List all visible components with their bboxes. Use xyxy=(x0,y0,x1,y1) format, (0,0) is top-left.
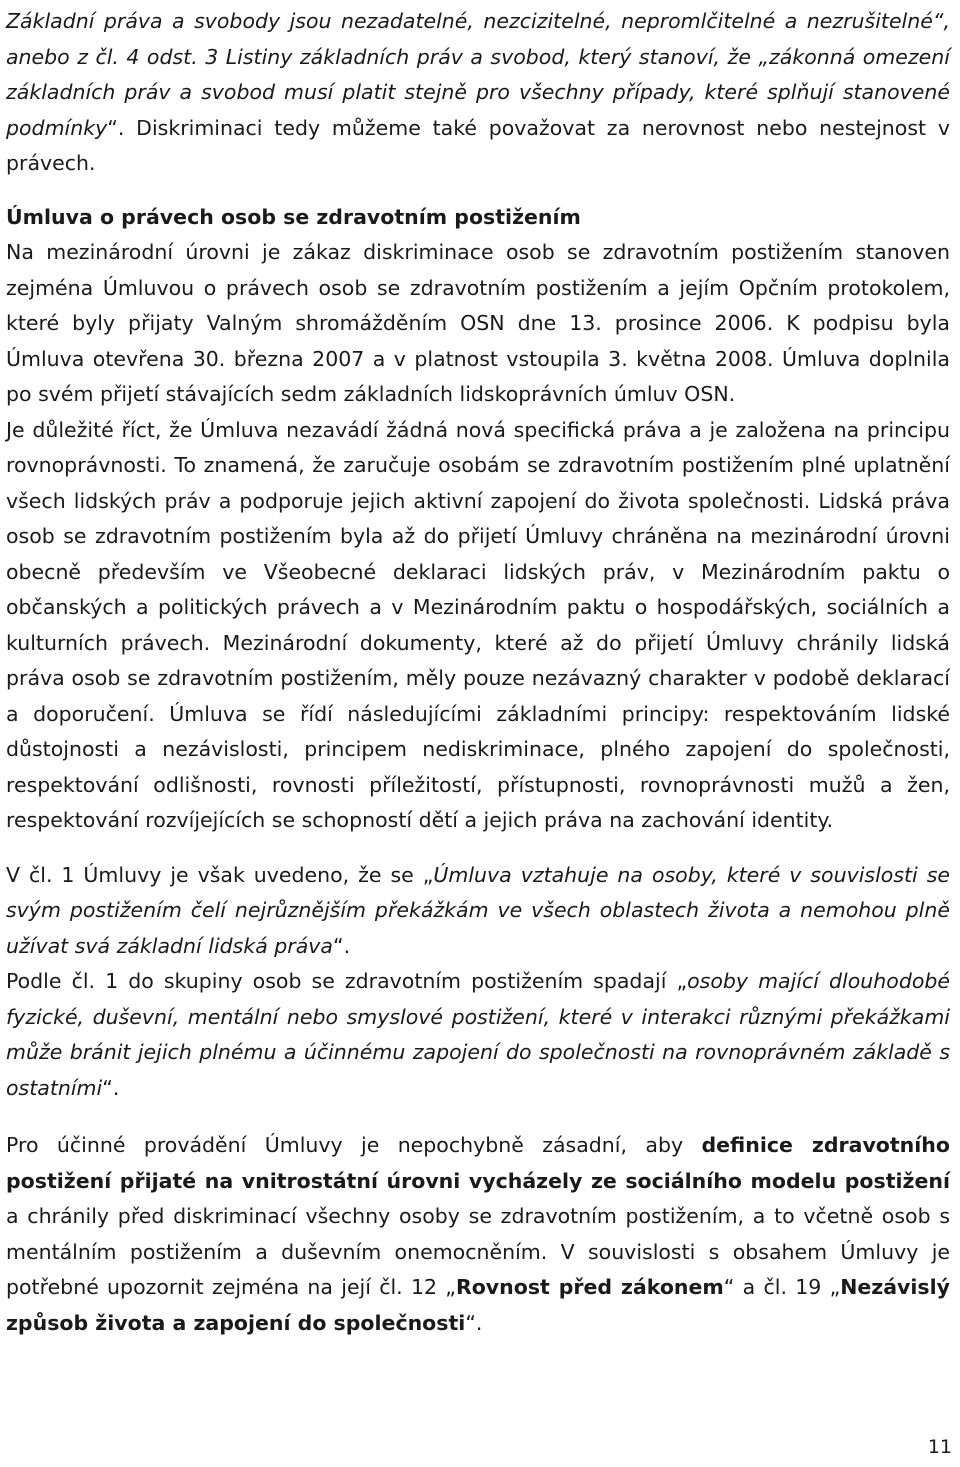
paragraph-convention-principles: Je důležité říct, že Úmluva nezavádí žádná nová specifická práva a je založena na principu rovnoprávnosti. To znamená, že zaručuje osobám se zdravotním postižením plné uplatnění všech lidských práv a podporuje jejich aktivní zapojení do života společnosti. Lidská práva osob se zdravotním postižením byla až do přijetí Úmluvy chráněna na mezinárodní úrovni obecně především ve Všeobecné deklaraci lidských práv, v Mezinárodním paktu o občanských a politických právech a v Mezinárodním paktu o hospodářských, sociálních a kulturních právech. Mezinárodní dokumenty, které až do přijetí Úmluvy chránily lidská práva osob se zdravotním postižením, měly pouze nezávazný charakter v podobě deklarací a doporučení. Úmluva se řídí následujícími základními principy: respektováním lidské důstojnosti a nezávislosti, principem nediskriminace, plného zapojení do společnosti, respektování odlišnosti, rovnosti příležitostí, přístupnosti, rovnoprávnosti mužů a žen, respektování rozvíjejících se schopností dětí a jejich práva na zachování identity. xyxy=(6,417,950,832)
article-1-quote: Úmluva vztahuje na osoby, které v souvislosti se svým postižením čelí nejrůznějším překážkám ve všech oblastech života a nemohou plně užívat svá základní lidská práva xyxy=(6,862,950,958)
implementation-lead: Pro účinné provádění Úmluvy je nepochybně zásadní, aby xyxy=(6,1133,702,1157)
page-number: 11 xyxy=(927,1436,952,1458)
implementation-body: a chránily před diskriminací všechny osoby se zdravotním postižením, a to včetně osob s mentálním postižením a duševním onemocněním. V souvislosti s obsahem Úmluvy je potřebné upozornit zejména na její čl. 12 „ xyxy=(6,1204,950,1299)
paragraph-convention-history: Na mezinárodní úrovni je zákaz diskriminace osob se zdravotním postižením stanoven zejména Úmluvou o právech osob se zdravotním postižením a jejím Opčním protokolem, které byly přijaty Valným shromážděním OSN dne 13. prosince 2006. K podpisu byla Úmluva otevřena 30. března 2007 a v platnost vstoupila 3. května 2008. Úmluva doplnila po svém přijetí stávajících sedm základních lidskoprávních úmluv OSN. xyxy=(6,240,950,406)
intro-quote-end: Základní práva a svobody jsou nezadatelné, nezcizitelné, nepromlčitelné a nezrušitelné“, anebo z čl. 4 odst. 3 Listiny základních práv a svobod, který stanoví, že „ xyxy=(6,9,950,69)
definition-lead: Podle čl. 1 do skupiny osob se zdravotním postižením spadají „ xyxy=(6,969,688,993)
paragraph-implementation xyxy=(6,1128,950,1341)
paragraph-article-1 xyxy=(6,858,950,965)
intro-quote-listina: zákonná omezení základních práv a svobod musí platit stejně pro všechny případy, které splňují stanovené podmínky xyxy=(6,44,950,140)
article-19-title: Nezávislý způsob života a zapojení do společnosti xyxy=(6,1275,951,1335)
paragraph-definition xyxy=(6,964,950,1106)
definition-quote: osoby mající dlouhodobé fyzické, duševní, mentální nebo smyslové postižení, které v interakci různými překážkami může bránit jejich plnému a účinnému zapojení do společnosti na rovnoprávném základě s ostatními xyxy=(6,969,950,1100)
intro-paragraph xyxy=(6,4,950,182)
article-12-title: Rovnost před zákonem xyxy=(455,1275,724,1299)
intro-conclusion: “. Diskriminaci tedy můžeme také považovat za nerovnost nebo nestejnost v právech. xyxy=(6,115,950,175)
implementation-emphasis: definice zdravotního postižení přijaté na vnitrostátní úrovni vycházely ze sociálního modelu postižení xyxy=(6,1133,950,1193)
article-1-end: “. xyxy=(333,933,351,958)
implementation-connector: “ a čl. 19 „ xyxy=(723,1275,841,1299)
article-1-lead: V čl. 1 Úmluvy je však uvedeno, že se „ xyxy=(6,862,434,887)
definition-end: “. xyxy=(102,1075,120,1100)
section-heading: Úmluva o právech osob se zdravotním postižením xyxy=(6,204,581,229)
document-page xyxy=(6,0,950,1341)
implementation-end: “. xyxy=(465,1310,483,1335)
